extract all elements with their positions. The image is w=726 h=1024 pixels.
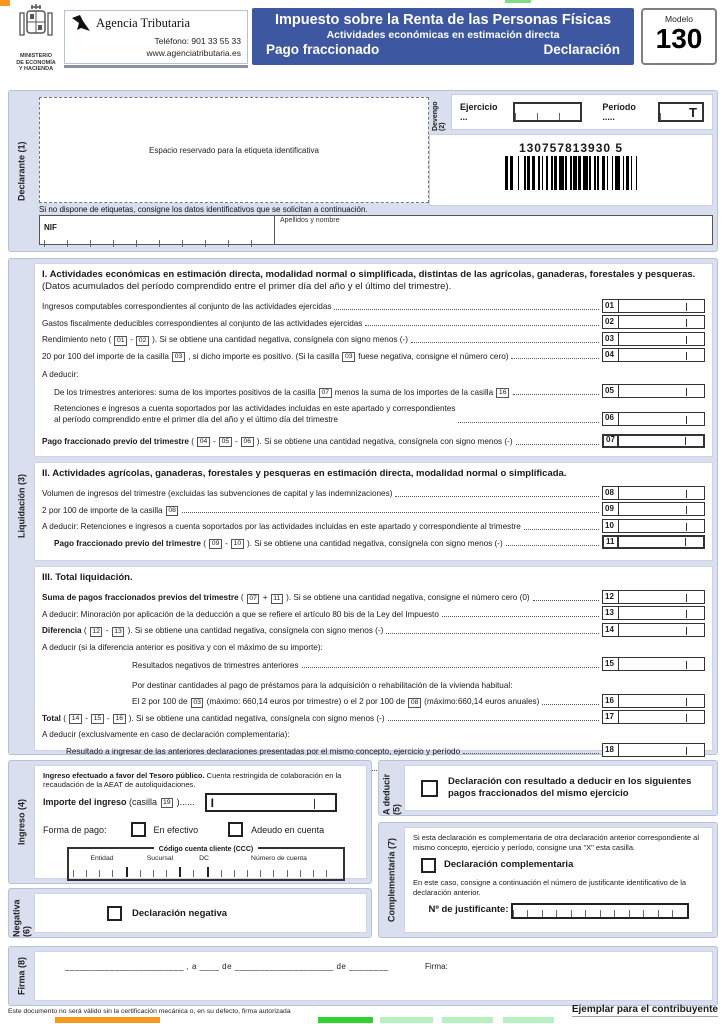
casilla-input-17[interactable] (619, 710, 705, 724)
dotted-leader (542, 704, 599, 705)
liq-row-03 (42, 332, 705, 346)
row-text: , si dicho importe es positivo. (Si la casilla (185, 351, 342, 361)
row-text: ). Si se obtiene una cantidad negativa, consígnela con signo menos (-) (126, 713, 385, 723)
row-text: fuese negativa, consigne el número cero) (356, 351, 509, 361)
row-text: Resultado a ingresar de las anteriores declaraciones presentadas por el mismo concepto, ejercicio y período (66, 746, 461, 756)
row-text: Diferencia (42, 626, 84, 636)
section-iii-title: III. Total liquidación. (42, 572, 133, 583)
name-label: Apellidos y nombre (280, 217, 340, 224)
casilla-code-02: 02 (602, 315, 619, 329)
row-text: - (128, 335, 136, 345)
casilla-code-06: 06 (602, 412, 619, 426)
etiqueta-identificativa-box: Espacio reservado para la etiqueta identificativa (39, 97, 429, 203)
firma-panel (8, 946, 718, 1006)
casilla-code-16: 16 (602, 694, 619, 708)
casilla-input-03[interactable] (619, 332, 705, 346)
nif-field[interactable] (40, 216, 275, 244)
importe-currency-mark: I (210, 796, 214, 810)
liq-row-12 (42, 590, 705, 604)
agency-name: Agencia Tributaria (96, 15, 191, 30)
row-text: De los trimestres anteriores: suma de los importes positivos de la casilla (54, 387, 318, 397)
casilla-code-17: 17 (602, 710, 619, 724)
liq-row-15 (42, 657, 705, 671)
firma-label: Firma: (425, 962, 448, 971)
casilla-ref-11: 11 (271, 594, 283, 604)
declarante-panel (8, 90, 718, 252)
casilla-input-13[interactable] (619, 606, 705, 620)
casilla-code-03: 03 (602, 332, 619, 346)
row-text: A deducir: Minoración por aplicación de la deducción a que se refiere el artículo 80 bis de la Ley del Impuesto (42, 609, 439, 619)
casilla-input-14[interactable] (619, 623, 705, 637)
casilla-input-06[interactable] (619, 412, 705, 426)
casilla-input-11[interactable] (619, 535, 705, 549)
a-deducir-panel (378, 760, 718, 816)
nif-label: NIF (44, 223, 57, 232)
casilla-ref-10: 10 (231, 539, 244, 549)
casilla-input-09[interactable] (619, 502, 705, 516)
ministry-line: DE ECONOMÍA (16, 59, 56, 66)
negativa-panel (8, 888, 372, 938)
row-text: ( (63, 713, 69, 723)
no-labels-note: Si no dispone de etiquetas, consigne los datos identificativos que se solicitan a continuación. (39, 205, 368, 214)
row-text: Pago fraccionado previo del trimestre (42, 436, 192, 446)
dotted-leader (463, 753, 599, 754)
casilla-code-05: 05 (602, 384, 619, 398)
casilla-group-15 (602, 657, 705, 671)
adeudo-en-cuenta-checkbox[interactable] (228, 822, 243, 837)
ccc-entidad-label: Entidad (90, 855, 114, 862)
ministry-line: MINISTERIO (19, 53, 53, 59)
dotted-leader (411, 342, 599, 343)
row-text: A deducir: (42, 369, 79, 379)
row-text: - (210, 436, 219, 446)
casilla-input-02[interactable] (619, 315, 705, 329)
casilla-input-15[interactable] (619, 657, 705, 671)
complementaria-check-label: Declaración complementaria (444, 859, 574, 871)
casilla-group-14 (602, 623, 705, 637)
section-iii (34, 566, 713, 756)
nif-name-box (39, 215, 713, 245)
justificante-label: Nº de justificante: (428, 904, 509, 916)
casilla-group-13 (602, 606, 705, 620)
ingreso-side-label: Ingreso (4) (16, 799, 27, 846)
en-efectivo-checkbox[interactable] (131, 822, 146, 837)
liq-note-row (42, 639, 705, 653)
form-title-box (252, 8, 634, 65)
casilla-ref-07: 07 (319, 388, 332, 398)
casilla-ref-09: 09 (209, 539, 222, 549)
section-ii (34, 462, 713, 561)
row-text: (máximo: 660,14 euros por trimestre) o el 2 por 100 de (204, 697, 408, 707)
casilla-group-11 (602, 535, 705, 549)
row-text: - (82, 713, 91, 723)
casilla-group-06 (602, 412, 705, 426)
liq-note-row (42, 727, 705, 741)
form-title: Impuesto sobre la Renta de las Personas Físicas (274, 12, 612, 28)
ccc-numero-label: Número de cuenta (251, 855, 307, 862)
casilla-ref-16: 16 (113, 714, 126, 724)
dotted-leader (388, 720, 599, 721)
casilla-group-17 (602, 710, 705, 724)
forma-de-pago-row (43, 822, 358, 837)
ingreso-intro: Ingreso efectuado a favor del Tesoro público. Cuenta restringida de colaboración en la recaudación de la AEAT de autoliquidaciones. (43, 771, 342, 789)
row-text: Total (42, 713, 64, 723)
row-text: ( (240, 593, 246, 603)
row-text: - (104, 713, 112, 723)
casilla-ref-19: 19 (161, 798, 174, 808)
liq-row-06 (42, 404, 705, 425)
forma-de-pago-label: Forma de pago: (43, 824, 107, 835)
artifact-bar (442, 1017, 493, 1023)
casilla-ref-01: 01 (114, 336, 127, 346)
liq-row-14 (42, 623, 705, 637)
complementaria-side-label: Complementaria (7) (386, 837, 397, 923)
casilla-input-12[interactable] (619, 590, 705, 604)
agency-underline (64, 65, 248, 68)
casilla-ref-12: 12 (90, 627, 103, 637)
casilla-group-12 (602, 590, 705, 604)
row-text: ( (203, 538, 209, 548)
complementaria-checkbox[interactable] (421, 858, 436, 873)
dotted-leader (458, 422, 599, 423)
justificante-input[interactable] (511, 903, 689, 919)
row-text: 20 por 100 del importe de la casilla (42, 351, 172, 361)
row-text: Resultados negativos de trimestres anteriores (132, 660, 299, 670)
negativa-checkbox[interactable] (107, 906, 122, 921)
liq-row-17 (42, 710, 705, 724)
casilla-group-04 (602, 348, 705, 362)
form-title-right: Declaración (543, 42, 620, 57)
row-text: ). Si se obtiene una cantidad negativa, consígnela con signo menos (-) (244, 538, 503, 548)
adeudo-en-cuenta-label: Adeudo en cuenta (251, 824, 325, 835)
dotted-leader (524, 529, 599, 530)
ejercicio-label: Ejercicio ... (460, 102, 498, 122)
casilla-ref-06: 06 (241, 437, 254, 447)
negativa-side-label: Negativa (6) (11, 899, 32, 937)
a-deducir-checkbox[interactable] (421, 780, 438, 797)
importe-label: Importe del ingreso (43, 796, 127, 807)
artifact-bar (380, 1017, 433, 1023)
casilla-input-18[interactable] (619, 743, 705, 757)
casilla-ref-03: 03 (342, 352, 355, 362)
row-text: A deducir (exclusivamente en caso de declaración complementaria): (42, 730, 290, 740)
dotted-leader (365, 325, 599, 326)
casilla-code-12: 12 (602, 590, 619, 604)
declarante-side-label: Declarante (1) (16, 141, 27, 201)
dotted-leader (442, 616, 599, 617)
casilla-code-08: 08 (602, 486, 619, 500)
row-text: al período comprendido entre el primer día del año y el último día del trimestre (54, 414, 338, 424)
model-number: 130 (655, 23, 703, 54)
periodo-label: Período ..... (602, 102, 636, 122)
coat-of-arms-icon (17, 4, 55, 48)
casilla-code-04: 04 (602, 348, 619, 362)
ingreso-panel (8, 760, 372, 884)
complementaria-panel (378, 822, 718, 938)
casilla-group-16 (602, 694, 705, 708)
casilla-input-16[interactable] (619, 694, 705, 708)
liq-row-13 (42, 606, 705, 620)
devengo-side-label: Devengo (2) (432, 101, 446, 131)
ministry-block (10, 4, 62, 73)
row-text: + (260, 593, 270, 603)
row-text: ). Si se obtiene una cantidad negativa, consígnela con signo menos (-) (149, 335, 408, 345)
liq-row-02 (42, 315, 705, 329)
row-text: 2 por 100 de importe de la casilla (42, 505, 165, 515)
row-text: - (232, 436, 240, 446)
row-text: A deducir: Retenciones e ingresos a cuenta soportados por las actividades incluidas en este apartado y correspondiente al trimestre (42, 522, 521, 532)
dotted-leader (506, 545, 599, 546)
casilla-input-08[interactable] (619, 486, 705, 500)
row-text: A deducir (si la diferencia anterior es positiva y con el máximo de su importe): (42, 642, 323, 652)
row-text: - (222, 538, 231, 548)
negativa-label: Declaración negativa (132, 907, 228, 919)
casilla-ref-03: 03 (191, 698, 204, 708)
casilla-code-07: 07 (602, 434, 619, 448)
dotted-leader (511, 358, 599, 359)
ccc-box (67, 847, 345, 881)
dotted-leader (513, 394, 599, 395)
barcode-icon (430, 156, 712, 192)
casilla-ref-16: 16 (496, 388, 509, 398)
ministry-line: Y HACIENDA (18, 66, 54, 73)
casilla-input-05[interactable] (619, 384, 705, 398)
periodo-input[interactable] (658, 102, 704, 122)
firma-date-line[interactable]: ________________________ , a ____ de ____________________ de ________ (65, 962, 389, 971)
casilla-group-10 (602, 519, 705, 533)
casilla-input-10[interactable] (619, 519, 705, 533)
casilla-code-01: 01 (602, 299, 619, 313)
casilla-ref-08: 08 (408, 698, 421, 708)
artifact-bar (318, 1017, 373, 1023)
a-deducir-text: Declaración con resultado a deducir en los siguientes pagos fraccionados del mismo ejercicio (448, 776, 692, 799)
row-text: ). Si se obtiene una cantidad negativa, consígnela con signo menos (-) (125, 626, 384, 636)
nif-cells[interactable] (44, 235, 274, 247)
agencia-tributaria-logo (71, 14, 91, 32)
agency-phone: Teléfono: 901 33 55 33 (154, 36, 241, 46)
dotted-leader (334, 309, 599, 310)
casilla-input-01[interactable] (619, 299, 705, 313)
casilla-ref-13: 13 (112, 627, 125, 637)
row-text: Gastos fiscalmente deducibles correspondientes al conjunto de las actividades ejercidas (42, 318, 363, 328)
model-box (641, 8, 717, 65)
row-text: Rendimiento neto ( (42, 335, 114, 345)
row-text: Pago fraccionado previo del trimestre (54, 538, 204, 548)
row-text: (máximo:660,14 euros anuales) (421, 697, 540, 707)
agency-box (64, 10, 248, 64)
liq-row-01 (42, 299, 705, 313)
ccc-dc-label: DC (199, 855, 209, 862)
dotted-leader (302, 667, 599, 668)
casilla-group-08 (602, 486, 705, 500)
importe-row: Importe del ingreso (casilla 19 )...... I (43, 793, 358, 812)
importe-input[interactable] (205, 793, 337, 812)
section-ii-title: II. Actividades agrícolas, ganaderas, forestales y pesqueras en estimación directa, modalidad normal o simplificada. (42, 468, 567, 479)
row-text: ). Si se obtiene una cantidad negativa, consígnela con signo menos (-) (254, 436, 513, 446)
casilla-ref-02: 02 (136, 336, 149, 346)
artifact-bar (505, 0, 531, 3)
casilla-code-15: 15 (602, 657, 619, 671)
row-text: Ingresos computables correspondientes al conjunto de las actividades ejercidas (42, 302, 332, 312)
casilla-group-07 (602, 434, 705, 448)
form-subtitle: Actividades económicas en estimación directa (326, 29, 560, 41)
ccc-input[interactable] (73, 863, 339, 877)
footer-validity-note: Este documento no será válido sin la certificación mecánica o, en su defecto, firma autorizada (8, 1008, 291, 1015)
casilla-code-14: 14 (602, 623, 619, 637)
ccc-sucursal-label: Sucursal (146, 855, 174, 862)
casilla-ref-14: 14 (69, 714, 82, 724)
artifact-bar (55, 1017, 160, 1023)
liq-row-05 (42, 384, 705, 398)
liq-row-09 (42, 502, 705, 516)
artifact-bar (503, 1017, 554, 1023)
footer-copy-label: Ejemplar para el contribuyente (571, 1004, 718, 1015)
row-text: Por destinar cantidades al pago de préstamos para la adquisición o rehabilitación de la vivienda habitual: (132, 680, 513, 690)
casilla-code-13: 13 (602, 606, 619, 620)
liquidacion-panel (8, 258, 718, 755)
casilla-input-07[interactable] (619, 434, 705, 448)
casilla-group-05 (602, 384, 705, 398)
casilla-code-09: 09 (602, 502, 619, 516)
casilla-code-18: 18 (602, 743, 619, 757)
barcode-box (429, 134, 713, 206)
row-text: El 2 por 100 de (132, 697, 190, 707)
section-i (34, 263, 713, 457)
dotted-leader (386, 633, 599, 634)
complementaria-intro: Si esta declaración es complementaria de otra declaración anterior correspondiente al mismo concepto, ejercicio y período, consigne una "X" esta casilla. (413, 833, 699, 853)
row-text: Suma de pagos fraccionados previos del trimestre (42, 593, 241, 603)
dotted-leader (182, 512, 599, 513)
row-text: ( (83, 626, 89, 636)
agency-web[interactable]: www.agenciatributaria.es (146, 48, 241, 59)
section-i-title: I. Actividades económicas en estimación directa, modalidad normal o simplificada, distintas de las agrícolas, ganaderas, forestales y pesqueras. (Datos acumulados del período comprendido entre el primer día del año y el último del trimestre). (42, 269, 696, 292)
liq-row-10 (42, 519, 705, 533)
row-text: menos la suma de los importes de la casilla (332, 387, 496, 397)
devengo-box (451, 94, 713, 130)
row-text: ). Si se obtiene una cantidad negativa, consigne el número cero (0) (283, 593, 530, 603)
barcode-number: 130757813930 5 (518, 141, 624, 155)
casilla-ref-15: 15 (91, 714, 104, 724)
liq-row-18 (42, 743, 705, 757)
row-text: ( (191, 436, 197, 446)
dotted-leader (516, 444, 599, 445)
row-text: - (103, 626, 111, 636)
casilla-ref-08: 08 (166, 506, 179, 516)
name-field[interactable] (275, 216, 712, 244)
dotted-leader (533, 600, 599, 601)
casilla-ref-04: 04 (197, 437, 210, 447)
firma-side-label: Firma (8) (16, 957, 27, 996)
casilla-group-02 (602, 315, 705, 329)
casilla-group-09 (602, 502, 705, 516)
casilla-code-11: 11 (602, 535, 619, 549)
row-text: Volumen de ingresos del trimestre (excluidas las subvenciones de capital y las indemnizaciones) (42, 489, 393, 499)
casilla-input-04[interactable] (619, 348, 705, 362)
casilla-ref-07: 07 (247, 594, 260, 604)
liq-row-04 (42, 348, 705, 362)
ccc-legend: Código cuenta cliente (CCC) (154, 846, 259, 853)
complementaria-note: En este caso, consigne a continuación el número de justificante identificativo de la declaración anterior. (413, 878, 687, 898)
form-title-left: Pago fraccionado (266, 42, 380, 57)
casilla-group-03 (602, 332, 705, 346)
liq-note-row (42, 366, 705, 380)
artifact-bar (0, 0, 10, 6)
a-deducir-side-label: A deducir (5) (381, 773, 402, 815)
dotted-leader (395, 496, 599, 497)
liq-row-16 (42, 694, 705, 708)
liq-note-row (42, 677, 705, 691)
liq-row-08 (42, 486, 705, 500)
casilla-group-01 (602, 299, 705, 313)
liq-row-07 (42, 434, 705, 448)
liq-row-11 (42, 535, 705, 549)
ejercicio-input[interactable] (513, 102, 582, 122)
model-label: Modelo (665, 14, 693, 24)
casilla-code-10: 10 (602, 519, 619, 533)
periodo-value: T (689, 105, 697, 120)
casilla-ref-05: 05 (219, 437, 232, 447)
liquidacion-side-label: Liquidación (3) (16, 474, 27, 539)
casilla-group-18 (602, 743, 705, 757)
casilla-ref-03: 03 (172, 352, 185, 362)
en-efectivo-label: En efectivo (153, 824, 199, 835)
row-text: Retenciones e ingresos a cuenta soportados por las actividades incluidas en este apartado y correspondientes (54, 404, 456, 414)
